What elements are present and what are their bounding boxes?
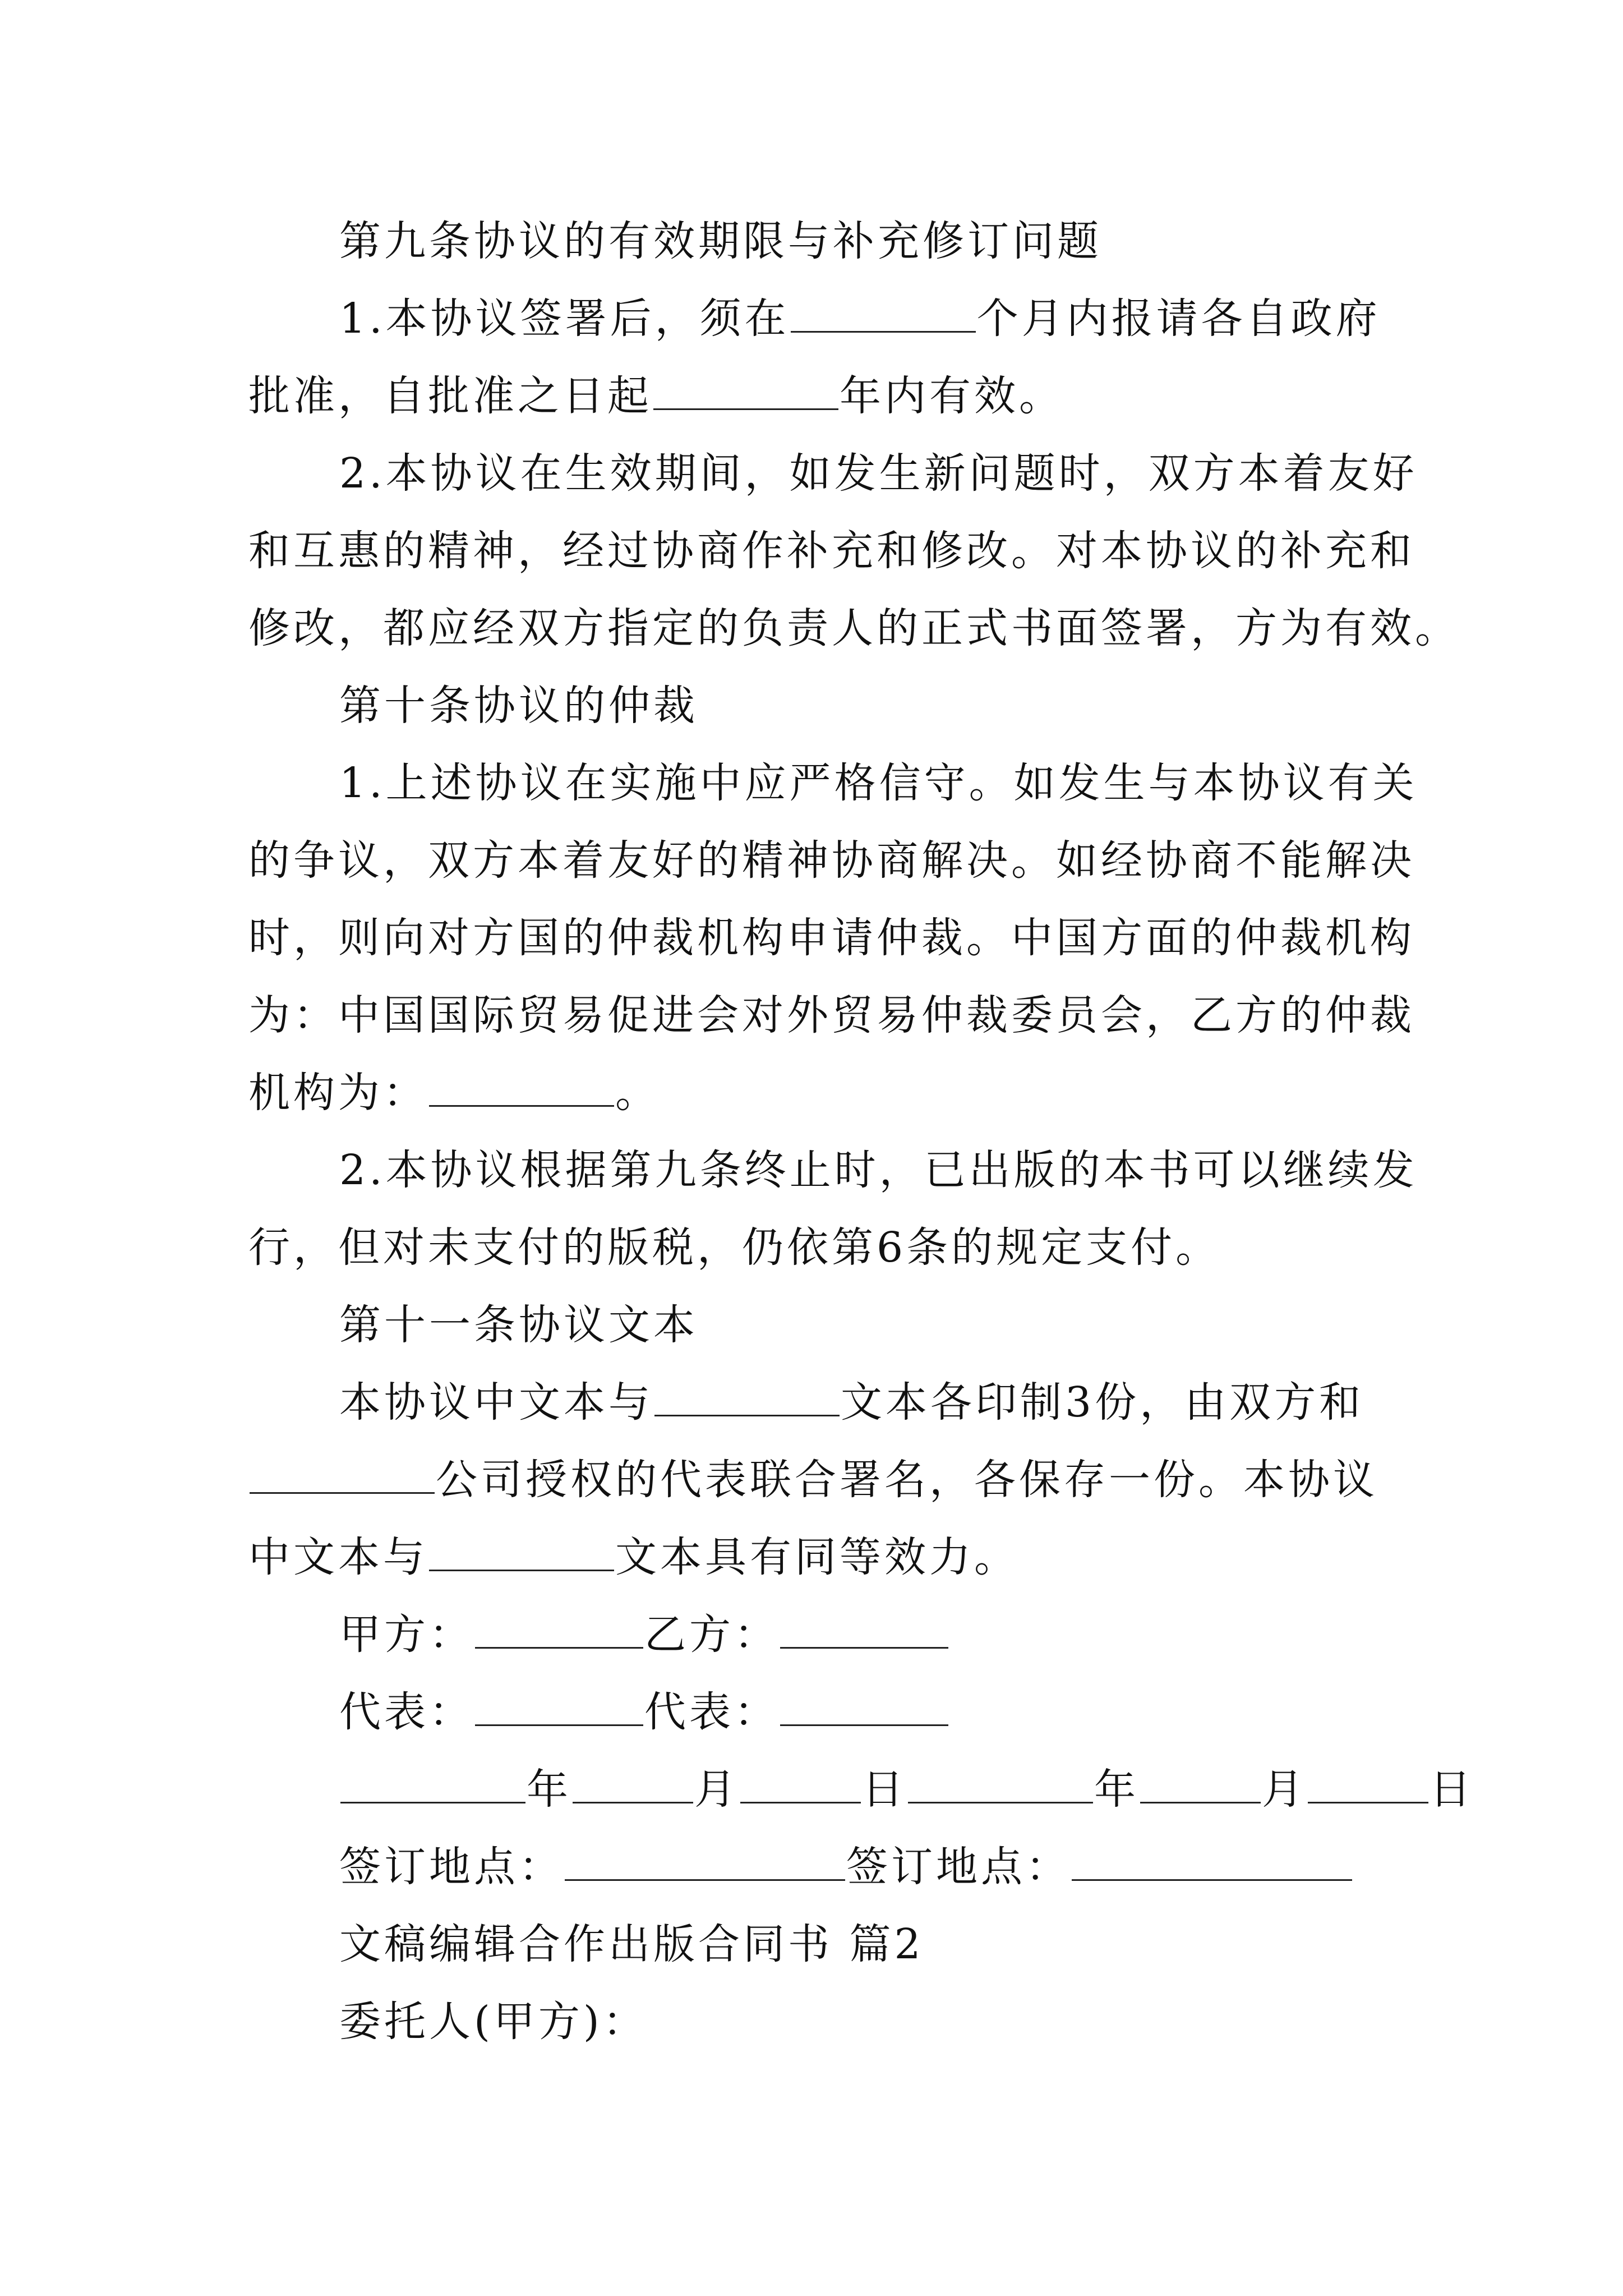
blank-field (250, 1453, 435, 1494)
blank-field (653, 369, 838, 410)
article9-p2-text-3: 修改，都应经双方指定的负责人的正式书面签署，方为有效。 (248, 604, 1460, 652)
article11-line3 (248, 1529, 1019, 1585)
blank-field (1072, 1840, 1352, 1881)
article9-p1-line2 (248, 368, 1064, 424)
article10-p1-line2 (248, 832, 1415, 889)
blank-field (740, 1763, 861, 1803)
day-label: 日 (1430, 1765, 1474, 1814)
article9-p2-line2 (248, 523, 1415, 579)
day-label: 日 (862, 1765, 907, 1814)
article11-text-1a: 本协议中文本与 (339, 1378, 653, 1427)
client-label: 委托人(甲方)： (339, 1998, 648, 2046)
article9-p1-text-a: 1.本协议签署后，须在 (339, 295, 790, 343)
article9-p2-text-1: 2.本协议在生效期间，如发生新问题时，双方本着友好 (339, 449, 1418, 498)
blank-field (429, 1066, 614, 1107)
article10-p1-text-1: 1.上述协议在实施中应严格信守。如发生与本协议有关 (339, 759, 1418, 807)
blank-field (429, 1530, 614, 1571)
article11-text-3a: 中文本与 (248, 1533, 428, 1581)
blank-field (780, 1608, 948, 1649)
client-label-line (339, 1994, 648, 2050)
place-b-label: 签订地点： (846, 1843, 1071, 1891)
article10-p1-text-4: 为：中国国际贸易促进会对外贸易仲裁委员会，乙方的仲裁 (248, 991, 1415, 1039)
article10-p1-text-5a: 机构为： (248, 1069, 428, 1117)
year-label: 年 (1094, 1765, 1139, 1814)
article11-title-text: 第十一条协议文本 (339, 1301, 698, 1349)
signature-place-line (339, 1839, 1353, 1895)
party-a-label: 甲方： (339, 1611, 474, 1659)
article9-p1-text-b: 个月内报请各自政府 (976, 295, 1381, 343)
article11-text-2b: 公司授权的代表联合署名，各保存一份。本协议 (436, 1456, 1378, 1504)
article11-line2 (248, 1452, 1378, 1508)
article9-p2-line1 (339, 445, 1418, 501)
article9-p2-text-2: 和互惠的精神，经过协商作补充和修改。对本协议的补充和 (248, 527, 1415, 575)
article10-p2-text-2: 行，但对未支付的版税，仍依第6条的规定支付。 (248, 1223, 1221, 1272)
article10-p1-line4 (248, 987, 1415, 1043)
next-section-heading (339, 1916, 924, 1972)
place-a-label: 签订地点： (339, 1843, 564, 1891)
article9-p1-text-d: 年内有效。 (840, 372, 1064, 420)
article10-title (339, 678, 698, 734)
article9-p1-text-c: 批准，自批准之日起 (248, 372, 652, 420)
article10-p1-line1 (339, 755, 1418, 811)
article10-p2-line2 (248, 1220, 1220, 1276)
article9-p1-line1 (339, 291, 1381, 347)
blank-field (780, 1685, 948, 1726)
blank-field (654, 1375, 840, 1416)
rep-a-label: 代表： (339, 1688, 474, 1736)
blank-field (340, 1763, 525, 1803)
article10-p1-text-5b: 。 (615, 1069, 660, 1117)
year-label: 年 (527, 1765, 571, 1814)
article11-title (339, 1297, 698, 1353)
blank-field (908, 1763, 1093, 1803)
blank-field (1308, 1763, 1428, 1803)
article11-text-1b: 文本各印制3份，由双方和 (841, 1378, 1364, 1427)
signature-party-line (339, 1607, 949, 1663)
article10-p2-text-1: 2.本协议根据第九条终止时，已出版的本书可以继续发 (339, 1146, 1418, 1194)
article10-p1-text-3: 时，则向对方国的仲裁机构申请仲裁。中国方面的仲裁机构 (248, 914, 1415, 962)
article10-p1-text-2: 的争议，双方本着友好的精神协商解决。如经协商不能解决 (248, 836, 1415, 885)
blank-field (791, 292, 976, 333)
signature-rep-line (339, 1684, 949, 1740)
rep-b-label: 代表： (644, 1688, 779, 1736)
blank-field (573, 1763, 693, 1803)
article11-line1 (339, 1374, 1364, 1430)
article9-p2-line3 (248, 600, 1460, 656)
article9-title (339, 213, 1102, 269)
article10-p2-line1 (339, 1142, 1418, 1198)
month-label: 月 (1262, 1765, 1307, 1814)
article10-p1-line5 (248, 1065, 660, 1121)
article11-text-3b: 文本具有同等效力。 (615, 1533, 1019, 1581)
article9-title-text: 第九条协议的有效期限与补充修订问题 (339, 217, 1102, 265)
next-section-heading-text: 文稿编辑合作出版合同书 篇2 (339, 1920, 924, 1968)
month-label: 月 (694, 1765, 739, 1814)
blank-field (475, 1608, 643, 1649)
article10-title-text: 第十条协议的仲裁 (339, 682, 698, 730)
article10-p1-line3 (248, 910, 1415, 966)
blank-field (565, 1840, 845, 1881)
blank-field (475, 1685, 643, 1726)
signature-date-line (339, 1761, 1474, 1818)
blank-field (1140, 1763, 1261, 1803)
party-b-label: 乙方： (644, 1611, 779, 1659)
